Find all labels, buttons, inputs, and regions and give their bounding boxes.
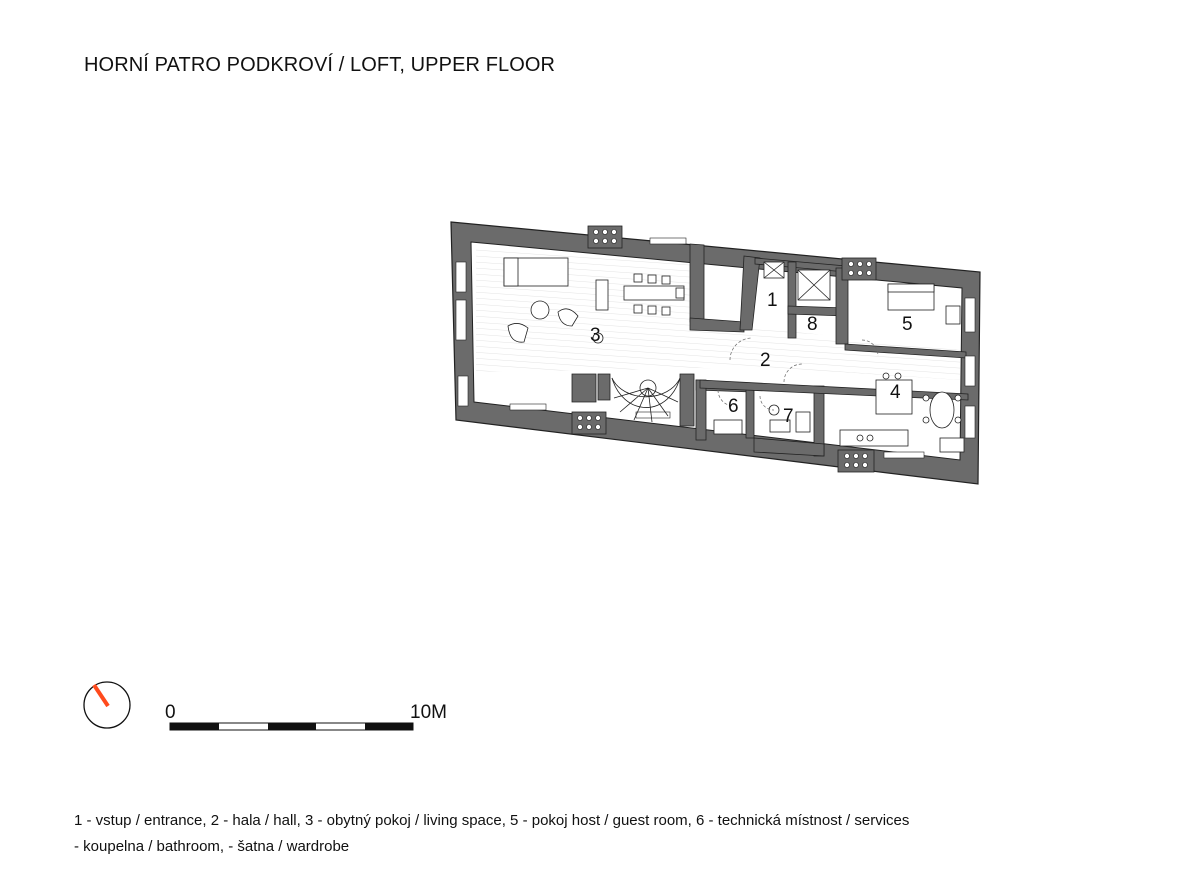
legend-line-2: - koupelna / bathroom, - šatna / wardrobe <box>74 838 350 855</box>
room-number-1: 1 <box>767 290 778 311</box>
scale-start-label: 0 <box>165 702 176 723</box>
room-number-8: 8 <box>807 314 818 335</box>
room-number-2: 2 <box>760 350 771 371</box>
scale-end-label: 10M <box>410 702 447 723</box>
room-number-3: 3 <box>590 325 601 346</box>
legend-line-1: 1 - vstup / entrance, 2 - hala / hall, 3 - obytný pokoj / living space, 5 - pokoj host / guest room, 6 - technická místnost / services <box>74 812 910 829</box>
page-title: HORNÍ PATRO PODKROVÍ / LOFT, UPPER FLOOR <box>84 54 556 76</box>
north-arrow-icon <box>84 682 130 728</box>
room-number-6: 6 <box>728 396 739 417</box>
room-number-5: 5 <box>902 314 913 335</box>
room-number-7: 7 <box>783 406 794 427</box>
room-number-4: 4 <box>890 382 901 403</box>
scale-bar <box>170 723 413 730</box>
